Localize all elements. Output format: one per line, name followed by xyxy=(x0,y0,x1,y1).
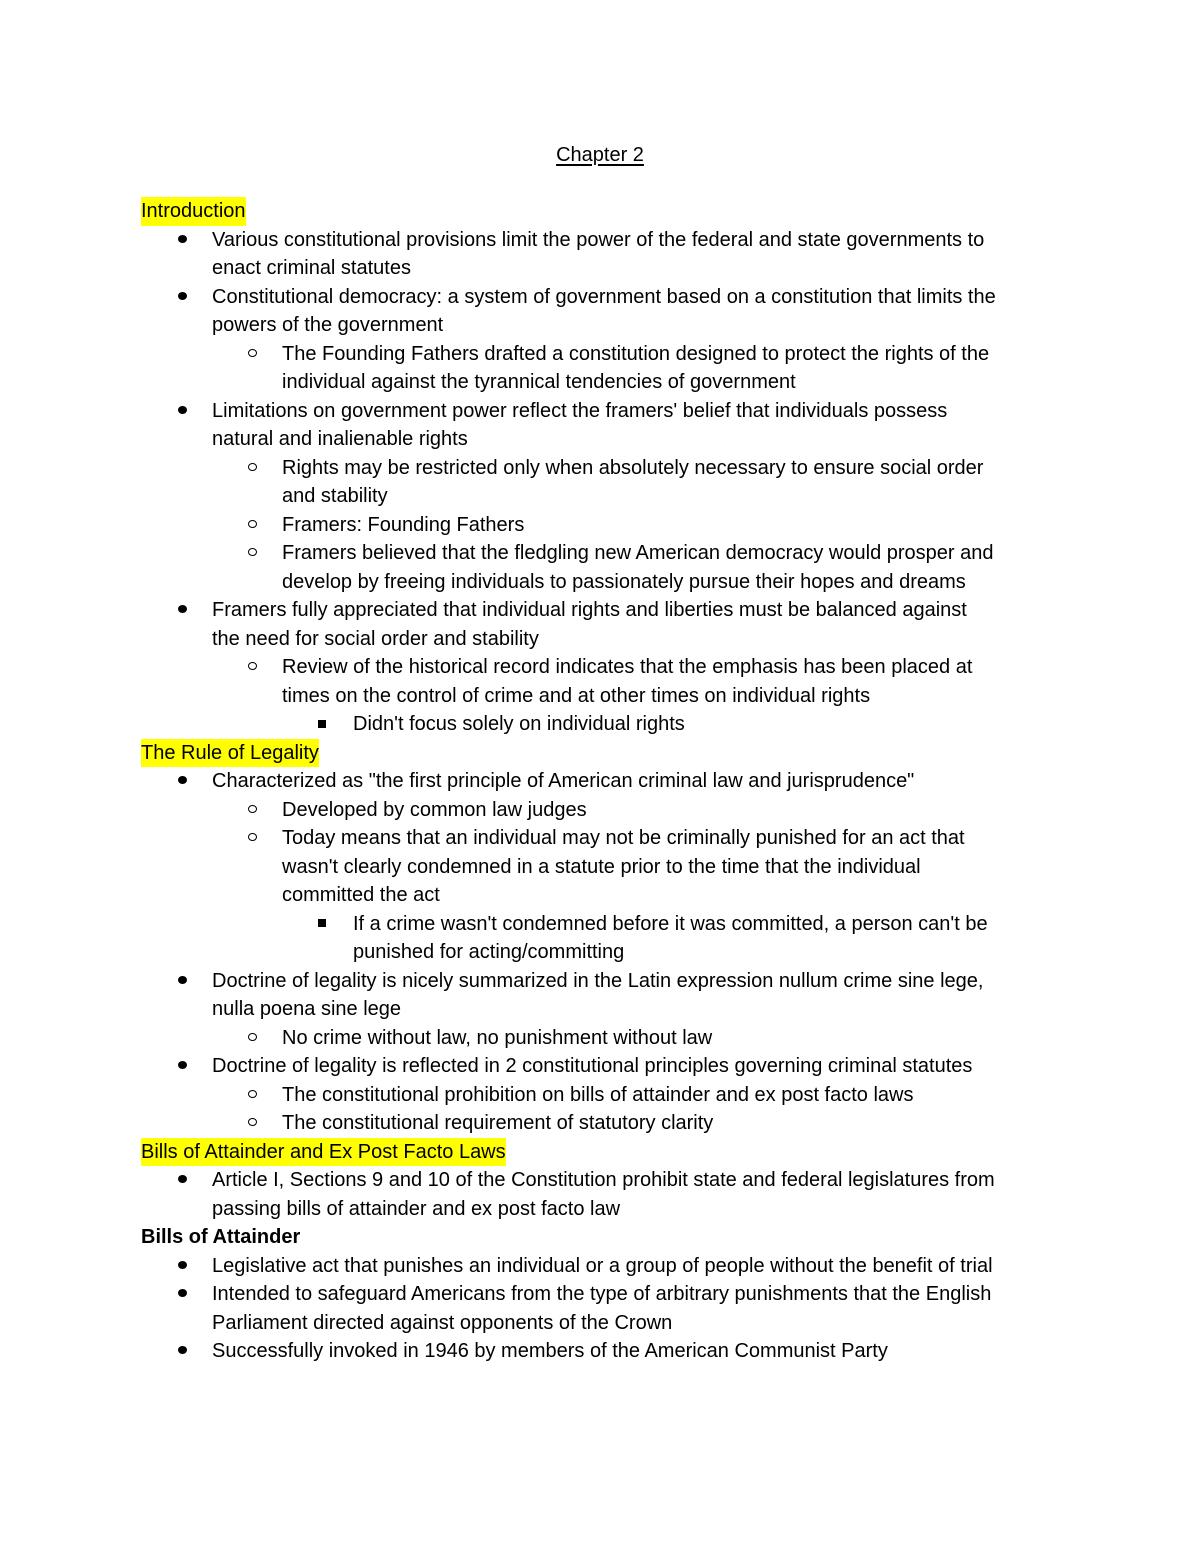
square-bullet-icon xyxy=(312,710,332,739)
list-item: Developed by common law judges xyxy=(141,796,1071,825)
section-heading-bills-of-attainder: Bills of Attainder xyxy=(141,1226,301,1248)
bullet-icon xyxy=(172,1280,192,1309)
list-item: Constitutional democracy: a system of government based on a constitution that limits the powers of the government xyxy=(141,283,1071,340)
list-item: The constitutional requirement of statutory clarity xyxy=(141,1109,1071,1138)
circle-bullet-icon xyxy=(242,796,262,825)
document-body xyxy=(141,197,1071,1366)
list-item: Today means that an individual may not be criminally punished for an act that wasn't clearly condemned in a statute prior to the time that the individual committed the act xyxy=(141,824,1071,910)
list-item: If a crime wasn't condemned before it was committed, a person can't be punished for acting/committing xyxy=(141,910,1071,967)
list-item: The constitutional prohibition on bills of attainder and ex post facto laws xyxy=(141,1081,1071,1110)
list-item: Limitations on government power reflect the framers' belief that individuals possess natural and inalienable rights xyxy=(141,397,1071,454)
circle-bullet-icon xyxy=(242,340,262,369)
list-item: Article I, Sections 9 and 10 of the Constitution prohibit state and federal legislatures from passing bills of attainder and ex post facto law xyxy=(141,1166,1071,1223)
list-item: Review of the historical record indicates that the emphasis has been placed at times on the control of crime and at other times on individual rights xyxy=(141,653,1071,710)
page-title xyxy=(0,141,1200,169)
bullet-icon xyxy=(172,967,192,996)
list-item: Successfully invoked in 1946 by members of the American Communist Party xyxy=(141,1337,1071,1366)
list-item: Framers: Founding Fathers xyxy=(141,511,1071,540)
circle-bullet-icon xyxy=(242,539,262,568)
circle-bullet-icon xyxy=(242,454,262,483)
section-heading-rule-of-legality: The Rule of Legality xyxy=(141,739,1071,768)
circle-bullet-icon xyxy=(242,511,262,540)
square-bullet-icon xyxy=(312,910,332,939)
bullet-icon xyxy=(172,1252,192,1281)
bullet-icon xyxy=(172,767,192,796)
section-heading-introduction: Introduction xyxy=(141,197,1071,226)
section-heading-bills-ex-post-facto: Bills of Attainder and Ex Post Facto Laws xyxy=(141,1138,1071,1167)
bullet-icon xyxy=(172,596,192,625)
list-item: Characterized as "the first principle of American criminal law and jurisprudence" xyxy=(141,767,1071,796)
circle-bullet-icon xyxy=(242,824,262,853)
list-item: No crime without law, no punishment without law xyxy=(141,1024,1071,1053)
circle-bullet-icon xyxy=(242,653,262,682)
bullet-icon xyxy=(172,1052,192,1081)
list-item: Didn't focus solely on individual rights xyxy=(141,710,1071,739)
list-item: Framers fully appreciated that individual rights and liberties must be balanced against the need for social order and stability xyxy=(141,596,1071,653)
list-item: Doctrine of legality is reflected in 2 constitutional principles governing criminal statutes xyxy=(141,1052,1071,1081)
bullet-icon xyxy=(172,1337,192,1366)
bullet-icon xyxy=(172,397,192,426)
circle-bullet-icon xyxy=(242,1109,262,1138)
page-title-text: Chapter 2 xyxy=(556,144,644,166)
bullet-icon xyxy=(172,283,192,312)
list-item: Framers believed that the fledgling new American democracy would prosper and develop by freeing individuals to passionately pursue their hopes and dreams xyxy=(141,539,1071,596)
circle-bullet-icon xyxy=(242,1081,262,1110)
list-item: Intended to safeguard Americans from the type of arbitrary punishments that the English Parliament directed against opponents of the Crown xyxy=(141,1280,1071,1337)
list-item: Various constitutional provisions limit the power of the federal and state governments to enact criminal statutes xyxy=(141,226,1071,283)
list-item: Rights may be restricted only when absolutely necessary to ensure social order and stability xyxy=(141,454,1071,511)
list-item: Legislative act that punishes an individual or a group of people without the benefit of trial xyxy=(141,1252,1071,1281)
list-item: The Founding Fathers drafted a constitution designed to protect the rights of the individual against the tyrannical tendencies of government xyxy=(141,340,1071,397)
bullet-icon xyxy=(172,226,192,255)
bullet-icon xyxy=(172,1166,192,1195)
circle-bullet-icon xyxy=(242,1024,262,1053)
list-item: Doctrine of legality is nicely summarized in the Latin expression nullum crime sine lege, nulla poena sine lege xyxy=(141,967,1071,1024)
